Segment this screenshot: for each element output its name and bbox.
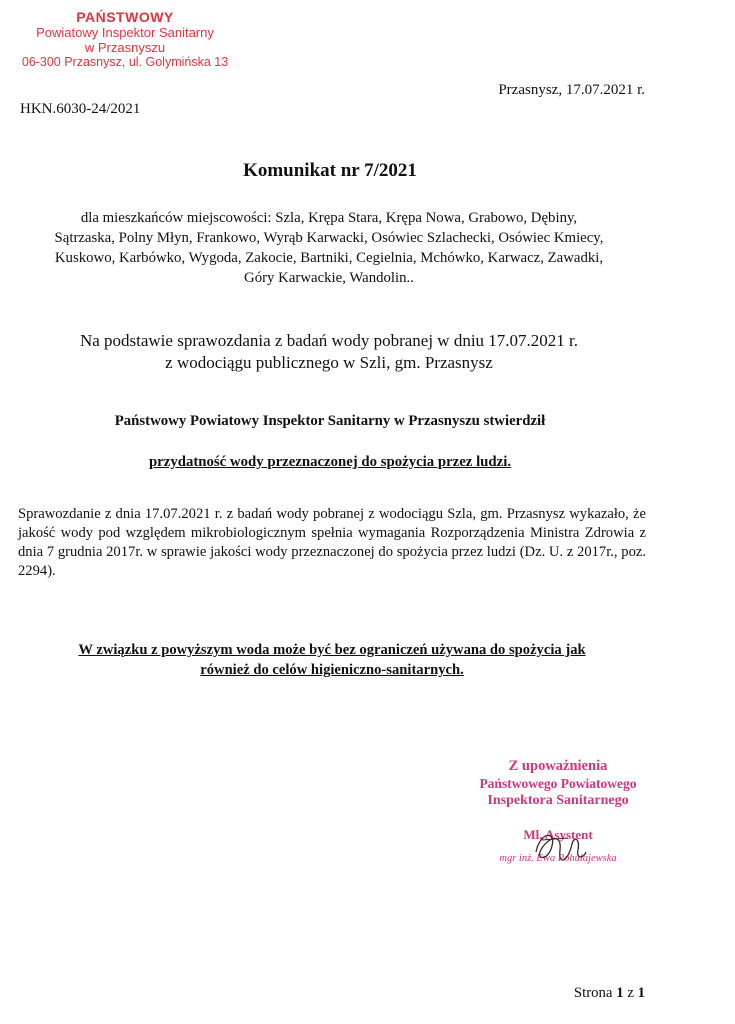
- conclusion-paragraph: [18, 640, 646, 680]
- residents-line-4: Góry Karwackie, Wandolin..: [244, 270, 414, 286]
- signature-line-1: Z upoważnienia: [508, 758, 608, 774]
- page-number: [574, 985, 645, 1002]
- conclusion-line-1: W związku z powyższym woda może być bez ograniczeń używana do spożycia jak: [78, 642, 586, 658]
- signature-line-3: Inspektora Sanitarnego: [487, 793, 629, 808]
- residents-line-2: Sątrzaska, Polny Młyn, Frankowo, Wyrąb Karwacki, Osówiec Szlachecki, Osówiec Kmiecy,: [54, 230, 604, 246]
- page-current: 1: [616, 985, 624, 1001]
- basis-line-2: z wodociągu publicznego w Szli, gm. Przasnysz: [165, 353, 493, 372]
- reference-number: HKN.6030-24/2021: [20, 101, 141, 117]
- report-paragraph: Sprawozdanie z dnia 17.07.2021 r. z badań wody pobranej z wodociągu Szla, gm. Przasnysz wykazało, że jakość wody pod względem mikrobiologicznym spełnia wymagania Rozporządzenia Ministra Zdrowia z dnia 7 grudnia 2017r. w sprawie jakości wody przeznaczonej do spożycia przez ludzi (Dz. U. z 2017r., poz. 2294).: [18, 506, 646, 579]
- suitability-statement: przydatność wody przeznaczonej do spożycia przez ludzi.: [148, 454, 512, 470]
- signature-line-2: Państwowego Powiatowego: [479, 776, 637, 791]
- office-stamp: [20, 10, 230, 70]
- page-prefix: Strona: [573, 985, 613, 1001]
- basis-paragraph: [18, 330, 640, 374]
- signature-line-5: mgr inż. Ewa Pohulajewska: [499, 853, 617, 864]
- residents-paragraph: [18, 208, 640, 288]
- document-title: Komunikat nr 7/2021: [243, 160, 417, 181]
- handwritten-signature-icon: [528, 822, 588, 872]
- stamp-line-4: 06-300 Przasnysz, ul. Golymińska 13: [21, 55, 229, 69]
- residents-line-1: dla mieszkańców miejscowości: Szla, Krępa Stara, Krępa Nowa, Grabowo, Dębiny,: [80, 210, 578, 226]
- page-separator: z: [627, 985, 634, 1001]
- basis-line-1: Na podstawie sprawozdania z badań wody pobranej w dniu 17.07.2021 r.: [79, 331, 579, 350]
- inspector-statement: Państwowy Powiatowy Inspektor Sanitarny w Przasnyszu stwierdził: [114, 413, 546, 429]
- page-total: 1: [637, 985, 645, 1001]
- signature-line-4: Ml. Asystent: [523, 827, 593, 842]
- residents-line-3: Kuskowo, Karbówko, Wygoda, Zakocie, Bartniki, Cegielnia, Mchówko, Karwacz, Zawadki,: [54, 250, 604, 266]
- conclusion-line-2: również do celów higieniczno-sanitarnych.: [200, 662, 464, 678]
- stamp-line-3: w Przasnyszu: [84, 40, 166, 55]
- stamp-line-2: Powiatowy Inspektor Sanitarny: [36, 25, 214, 40]
- stamp-line-1: PAŃSTWOWY: [76, 9, 174, 25]
- document-date: Przasnysz, 17.07.2021 r.: [498, 82, 645, 98]
